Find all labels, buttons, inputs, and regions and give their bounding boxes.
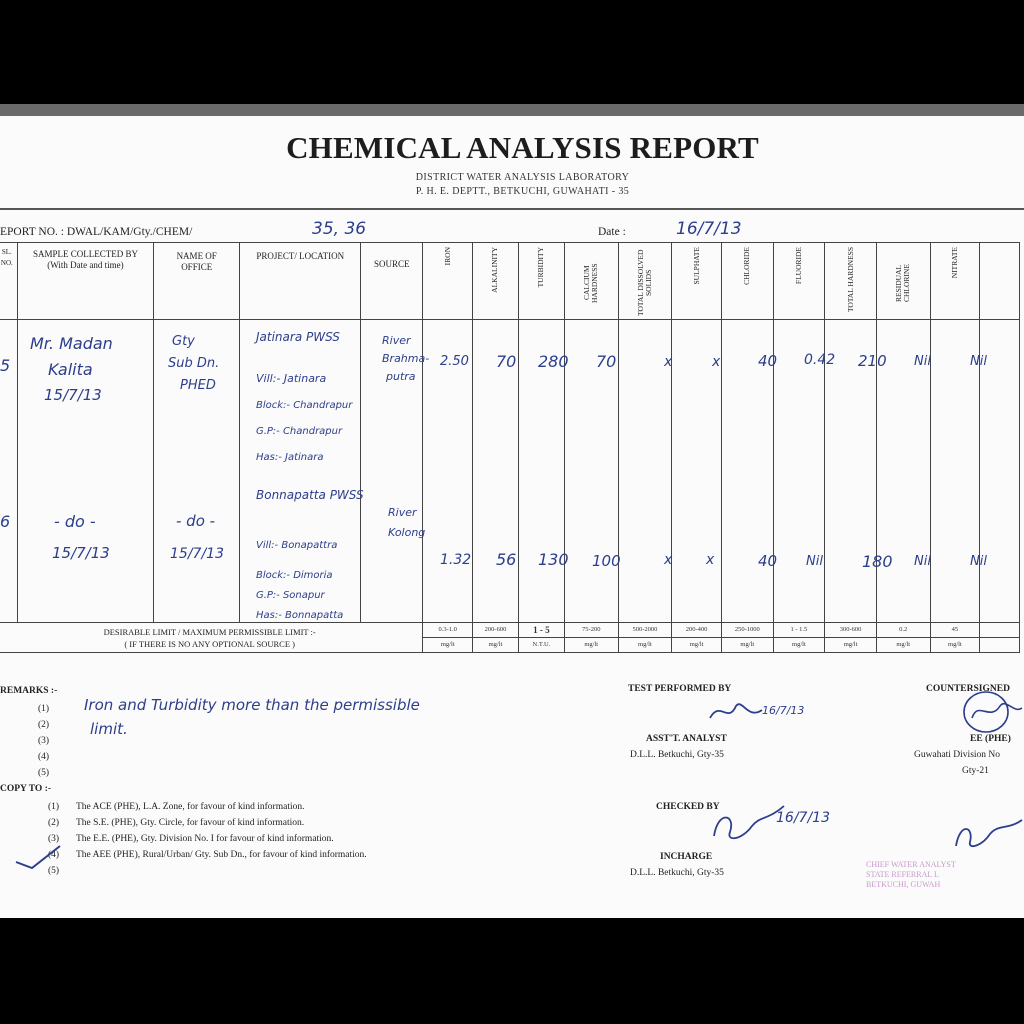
alkalinity-value: 56	[496, 550, 517, 569]
analysis-table	[0, 242, 1020, 653]
analyst-signature	[706, 696, 766, 726]
remark-text: limit.	[90, 720, 128, 738]
chloride-value: 40	[758, 352, 778, 370]
col-collected-by: SAMPLE COLLECTED BY (With Date and time)	[17, 243, 154, 320]
col-calcium-hardness: CALCIUM HARDNESS	[564, 243, 618, 320]
source-line: Brahma-	[382, 352, 430, 365]
checked-date: 16/7/13	[776, 810, 830, 826]
alkalinity-value: 70	[496, 352, 517, 371]
location-line: Jatinara PWSS	[256, 330, 340, 344]
collector-name: Mr. Madan	[30, 334, 113, 353]
location-line: Bonnapatta PWSS	[256, 488, 364, 502]
fluoride-value: Nil	[806, 554, 823, 569]
calcium-value: 100	[592, 552, 621, 570]
limit-turbidity: 1 - 5	[518, 623, 564, 638]
ee-signature	[960, 688, 1024, 734]
tds-value: x	[664, 354, 673, 370]
remarks-label: REMARKS :-	[0, 686, 58, 696]
copy-number: (3)	[48, 834, 60, 844]
date-label: Date :	[598, 226, 626, 238]
checked-label: CHECKED BY	[656, 802, 720, 812]
location-line: G.P:- Chandrapur	[256, 426, 343, 437]
collector-name: - do -	[54, 512, 96, 531]
location-line: Has:- Bonnapatta	[256, 610, 344, 621]
limit-alkalinity: 200-600	[473, 623, 519, 638]
remark-number: (4)	[38, 752, 50, 762]
report-no-value: 35, 36	[312, 219, 367, 239]
unit-iron: mg/lt	[423, 638, 473, 653]
col-source: SOURCE	[361, 243, 423, 320]
remark-number: (2)	[38, 720, 50, 730]
unit-chlorine: mg/lt	[876, 638, 930, 653]
location-line: Vill:- Jatinara	[256, 372, 327, 385]
limit-calcium: 75-200	[564, 623, 618, 638]
chlorine-value: Nil	[914, 354, 931, 369]
col-location: PROJECT/ LOCATION	[240, 243, 361, 320]
office-name: Gty	[172, 334, 195, 349]
collection-date: 15/7/13	[44, 386, 102, 404]
sulphate-value: x	[706, 552, 715, 568]
col-total-hardness: TOTAL HARDNESS	[825, 243, 877, 320]
total-hardness-value: 210	[858, 352, 887, 370]
limit-chlorine: 0.2	[876, 623, 930, 638]
ee-city: Gty-21	[962, 766, 989, 776]
office-date: 15/7/13	[170, 546, 224, 562]
source-line: putra	[386, 370, 416, 383]
office-name: Sub Dn.	[168, 356, 220, 371]
turbidity-value: 280	[538, 352, 569, 371]
limit-iron: 0.3-1.0	[423, 623, 473, 638]
page-title: CHEMICAL ANALYSIS REPORT	[286, 130, 759, 165]
calcium-value: 70	[596, 352, 617, 371]
col-nitrate: NITRATE	[930, 243, 980, 320]
source-line: Kolong	[388, 526, 426, 539]
source-line: River	[382, 334, 411, 347]
copy-item: The AEE (PHE), Rural/Urban/ Gty. Sub Dn., for favour of kind information.	[76, 850, 367, 860]
sulphate-value: x	[712, 354, 721, 370]
iron-value: 1.32	[440, 552, 472, 568]
location-line: Has:- Jatinara	[256, 452, 324, 463]
analyst-date: 16/7/13	[762, 704, 805, 717]
col-sl: SL. NO.	[0, 243, 17, 320]
copy-number: (4)	[48, 850, 60, 860]
unit-turbidity: N.T.U.	[518, 638, 564, 653]
nitrate-value: Nil	[970, 354, 987, 369]
lab-name: DISTRICT WATER ANALYSIS LABORATORY	[415, 172, 630, 183]
incharge-office: D.L.L. Betkuchi, Gty-35	[630, 868, 724, 878]
limit-tds: 500-2000	[618, 623, 672, 638]
limit-sulphate: 200-400	[672, 623, 722, 638]
incharge-title: INCHARGE	[660, 852, 713, 862]
copy-item: The S.E. (PHE), Gty. Circle, for favour of kind information.	[76, 818, 305, 828]
col-office: NAME OF OFFICE	[154, 243, 240, 320]
location-line: Block:- Dimoria	[256, 570, 333, 581]
tick-mark-icon	[14, 840, 64, 870]
iron-value: 2.50	[440, 354, 469, 369]
copy-item: The ACE (PHE), L.A. Zone, for favour of kind information.	[76, 802, 305, 812]
nitrate-value: Nil	[970, 554, 987, 569]
col-turbidity: TURBIDITY	[518, 243, 564, 320]
copy-number: (2)	[48, 818, 60, 828]
location-line: Block:- Chandrapur	[256, 400, 353, 411]
top-black-border	[0, 0, 1024, 104]
analyst-title: ASST'T. ANALYST	[646, 734, 727, 744]
col-fluoride: FLUORIDE	[773, 243, 825, 320]
limit-nitrate: 45	[930, 623, 980, 638]
unit-total-hardness: mg/lt	[825, 638, 877, 653]
ee-office: Guwahati Division No	[914, 750, 1001, 760]
ee-title: EE (PHE)	[970, 734, 1011, 744]
table-header-row	[0, 243, 1020, 320]
col-residual-chlorine: RESIDUAL CHLORINE	[876, 243, 930, 320]
unit-tds: mg/lt	[618, 638, 672, 653]
remark-text: Iron and Turbidity more than the permissible	[84, 696, 420, 714]
analyst-office: D.L.L. Betkuchi, Gty-35	[630, 750, 724, 760]
tds-value: x	[664, 552, 673, 568]
total-hardness-value: 180	[862, 552, 893, 571]
bottom-black-border	[0, 918, 1024, 1024]
header-rule	[0, 208, 1024, 210]
chloride-value: 40	[758, 552, 778, 570]
remark-number: (1)	[38, 704, 50, 714]
limit-chloride: 250-1000	[721, 623, 773, 638]
turbidity-value: 130	[538, 550, 569, 569]
unit-fluoride: mg/lt	[773, 638, 825, 653]
office-name: PHED	[180, 378, 216, 393]
report-sheet	[0, 116, 1024, 918]
scanner-edge	[0, 104, 1024, 116]
col-tds: TOTAL DISSOLVED SOLIDS	[618, 243, 672, 320]
limits-row	[0, 623, 1020, 638]
limit-total-hardness: 300-600	[825, 623, 877, 638]
unit-sulphate: mg/lt	[672, 638, 722, 653]
lab-stamp: CHIEF WATER ANALYST STATE REFERRAL L BETKUCHI, GUWAH	[866, 860, 956, 889]
remark-number: (5)	[38, 768, 50, 778]
unit-calcium: mg/lt	[564, 638, 618, 653]
report-no-label: EPORT NO. : DWAL/KAM/Gty./CHEM/	[0, 226, 193, 238]
unit-chloride: mg/lt	[721, 638, 773, 653]
countersigned-label: COUNTERSIGNED	[926, 684, 1010, 694]
unit-alkalinity: mg/lt	[473, 638, 519, 653]
collection-date: 15/7/13	[52, 544, 110, 562]
col-sulphate: SULPHATE	[672, 243, 722, 320]
copy-number: (5)	[48, 866, 60, 876]
col-iron: IRON	[423, 243, 473, 320]
limits-label: DESIRABLE LIMIT / MAXIMUM PERMISSIBLE LIMIT :- ( IF THERE IS NO ANY OPTIONAL SOURCE )	[0, 623, 423, 653]
sl-number: 6	[0, 512, 11, 531]
test-performed-label: TEST PERFORMED BY	[628, 684, 732, 694]
fluoride-value: 0.42	[804, 352, 836, 368]
source-line: River	[388, 506, 417, 519]
col-chloride: CHLORIDE	[721, 243, 773, 320]
col-extra	[980, 243, 1020, 320]
col-alkalinity: ALKALINITY	[473, 243, 519, 320]
copy-item: The E.E. (PHE), Gty. Division No. I for favour of kind information.	[76, 834, 334, 844]
counter-signature	[950, 812, 1024, 852]
date-value: 16/7/13	[676, 219, 742, 239]
collector-name: Kalita	[48, 360, 93, 379]
limit-fluoride: 1 - 1.5	[773, 623, 825, 638]
office-name: - do -	[176, 512, 216, 530]
sl-number: 5	[0, 356, 11, 375]
location-line: G.P:- Sonapur	[256, 590, 325, 601]
lab-address: P. H. E. DEPTT., BETKUCHI, GUWAHATI - 35	[415, 186, 630, 197]
remark-number: (3)	[38, 736, 50, 746]
location-line: Vill:- Bonapattra	[256, 540, 338, 551]
copy-number: (1)	[48, 802, 60, 812]
unit-nitrate: mg/lt	[930, 638, 980, 653]
copy-to-label: COPY TO :-	[0, 784, 52, 794]
chlorine-value: Nil	[914, 554, 931, 569]
